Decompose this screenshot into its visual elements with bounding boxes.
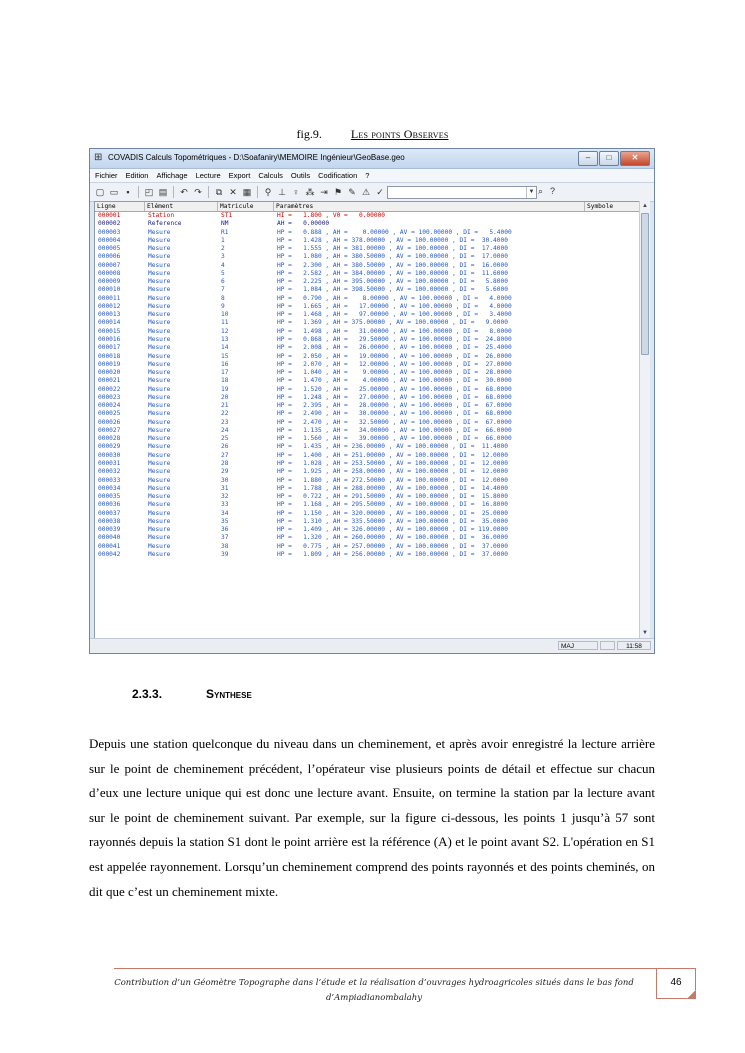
reference-icon[interactable]: ⊥ (278, 187, 286, 197)
cell-element: Mesure (148, 493, 171, 501)
cell-element: Mesure (148, 468, 171, 476)
menu-export[interactable]: Export (228, 171, 251, 180)
cell-ligne: 000015 (98, 327, 121, 335)
cell-matricule: 5 (221, 269, 225, 277)
cell-matricule: NM (221, 220, 229, 228)
cell-ligne: 000041 (98, 542, 121, 550)
cell-matricule: 30 (221, 476, 229, 484)
cell-parametres: HP = 1.560 , AH = 39.00000 , AV = 100.00000 , DI = 66.0000 (277, 435, 512, 443)
cell-parametres: HP = 1.168 , AH = 295.50000 , AV = 100.00000 , DI = 16.8000 (277, 501, 508, 509)
toolbar-separator (257, 186, 258, 198)
status-mode: MAJ (558, 641, 598, 650)
section-heading (132, 687, 252, 701)
table-row[interactable] (95, 493, 642, 501)
cell-element: Mesure (148, 435, 171, 443)
cell-matricule: 6 (221, 278, 225, 286)
cell-element: Mesure (148, 327, 171, 335)
table-row[interactable] (95, 353, 642, 361)
cell-element: Mesure (148, 335, 171, 343)
cell-matricule: 32 (221, 493, 229, 501)
cell-matricule: 1 (221, 236, 225, 244)
cell-parametres: HP = 2.470 , AH = 32.50000 , AV = 100.00000 , DI = 67.0000 (277, 418, 512, 426)
cell-ligne: 000032 (98, 468, 121, 476)
cell-matricule: 22 (221, 410, 229, 418)
cell-ligne: 000011 (98, 294, 121, 302)
cell-matricule: 2 (221, 245, 225, 253)
new-file-icon[interactable]: ▢ (95, 187, 105, 197)
cell-parametres: HP = 2.050 , AH = 19.00000 , AV = 100.00000 , DI = 26.0000 (277, 352, 512, 360)
page-fold (687, 990, 696, 999)
cell-element: Mesure (148, 286, 171, 294)
edit-icon[interactable]: ✎ (348, 187, 356, 197)
cell-matricule: 16 (221, 360, 229, 368)
page-number-box (656, 968, 696, 999)
cell-element: Mesure (148, 526, 171, 534)
body-paragraph: Depuis une station quelconque du niveau dans un cheminement, et après avoir enregistré la lecture arrière sur le point de cheminement précédent, l’opérateur vise plusieurs points de détail et effectue sur chacun d’eux une lecture unique qui est donc une lecture avant. Ensuite, on termine la station par la lecture avant sur le point de cheminement suivant. Par exemple, sur la figure ci-dessous, les points 1 jusqu’à 57 sont rayonnés depuis la station S1 dont le point arrière est la référence (A) et le point avant S2. L'opération en S1 est appelée rayonnement. Lorsqu’un cheminement comprend des points rayonnés et des points cheminés, on dit que c’est un cheminement mixte. (89, 736, 655, 899)
cell-matricule: 14 (221, 344, 229, 352)
figure-number: fig.9. (296, 127, 322, 141)
toolbar-separator (173, 186, 174, 198)
status-time: 11:58 (617, 641, 651, 650)
cell-parametres: HP = 1.135 , AH = 34.00000 , AV = 100.00000 , DI = 66.0000 (277, 426, 512, 434)
paste-icon[interactable]: ▦ (242, 187, 252, 197)
cell-ligne: 000005 (98, 245, 121, 253)
cell-parametres: HP = 1.468 , AH = 97.00000 , AV = 100.00000 , DI = 3.4000 (277, 311, 512, 319)
cell-ligne: 000017 (98, 344, 121, 352)
xyz-icon[interactable]: ⁂ (305, 187, 315, 197)
section-title: Synthese (206, 687, 252, 701)
cell-parametres: HP = 1.880 , AH = 272.50000 , AV = 100.00000 , DI = 12.0000 (277, 476, 508, 484)
cell-matricule: R1 (221, 228, 229, 236)
table-row[interactable] (95, 344, 642, 352)
scroll-thumb[interactable] (641, 213, 649, 355)
help-icon[interactable]: ? (550, 186, 556, 196)
cell-ligne: 000028 (98, 435, 121, 443)
check-icon[interactable]: ✓ (376, 187, 384, 197)
cell-element: Mesure (148, 426, 171, 434)
cell-parametres: HP = 2.008 , AH = 26.00000 , AV = 100.00000 , DI = 25.4000 (277, 344, 512, 352)
table-row[interactable] (95, 361, 642, 369)
table-row[interactable] (95, 419, 642, 427)
cell-ligne: 000006 (98, 253, 121, 261)
col-matricule[interactable]: Matricule (218, 202, 274, 211)
cell-element: Mesure (148, 245, 171, 253)
cell-parametres: HP = 1.470 , AH = 4.00000 , AV = 100.00000 , DI = 30.0000 (277, 377, 512, 385)
cell-parametres: HP = 1.248 , AH = 27.00000 , AV = 100.00000 , DI = 68.0000 (277, 393, 512, 401)
toolbar-separator (138, 186, 139, 198)
cell-matricule: 19 (221, 385, 229, 393)
cell-element: Mesure (148, 534, 171, 542)
cell-parametres: HP = 1.809 , AH = 256.00000 , AV = 100.00000 , DI = 37.0000 (277, 550, 508, 558)
cell-parametres: HP = 1.409 , AH = 326.00000 , AV = 100.00000 , DI = 119.0000 (277, 526, 508, 534)
table-row[interactable] (95, 369, 642, 377)
menu-outils[interactable]: Outils (290, 171, 311, 180)
cell-ligne: 000040 (98, 534, 121, 542)
toolbar (90, 183, 654, 202)
cell-parametres: HP = 1.084 , AH = 398.50000 , AV = 100.00000 , DI = 5.6000 (277, 286, 508, 294)
cell-element: Reference (148, 220, 182, 228)
cell-ligne: 000009 (98, 278, 121, 286)
cell-ligne: 000007 (98, 261, 121, 269)
menu-codification[interactable]: Codification (318, 171, 358, 180)
table-row[interactable] (95, 270, 642, 278)
arrow-icon[interactable]: ⇥ (320, 187, 328, 197)
cell-ligne: 000010 (98, 286, 121, 294)
toolbar-separator (208, 186, 209, 198)
cell-parametres: HP = 2.225 , AH = 395.00000 , AV = 100.00000 , DI = 5.8000 (277, 278, 508, 286)
cell-matricule: 24 (221, 426, 229, 434)
cell-matricule: 10 (221, 311, 229, 319)
table-body (95, 212, 642, 559)
cell-ligne: 000036 (98, 501, 121, 509)
station-icon[interactable]: ⚲ (264, 187, 272, 197)
cell-parametres: HP = 1.665 , AH = 17.00000 , AV = 100.00000 , DI = 4.0000 (277, 302, 512, 310)
menu-fichier[interactable]: Fichier (95, 171, 118, 180)
cell-ligne: 000004 (98, 236, 121, 244)
menu-edition[interactable]: Edition (125, 171, 149, 180)
cell-matricule: 34 (221, 509, 229, 517)
cell-matricule: 3 (221, 253, 225, 261)
cell-ligne: 000021 (98, 377, 121, 385)
cell-matricule: 25 (221, 435, 229, 443)
table-row[interactable] (95, 394, 642, 402)
table-row[interactable] (95, 336, 642, 344)
cell-ligne: 000008 (98, 269, 121, 277)
cell-matricule: 17 (221, 369, 229, 377)
cell-matricule: 21 (221, 402, 229, 410)
cell-matricule: ST1 (221, 212, 233, 219)
cell-element: Mesure (148, 550, 171, 558)
cell-element: Mesure (148, 352, 171, 360)
cell-ligne: 000026 (98, 418, 121, 426)
title-bar (90, 149, 654, 169)
cell-element: Mesure (148, 360, 171, 368)
table-row[interactable] (95, 295, 642, 303)
table-row[interactable] (95, 427, 642, 435)
cell-parametres: HP = 0.868 , AH = 29.50000 , AV = 100.00000 , DI = 24.8000 (277, 335, 512, 343)
open-folder-icon[interactable]: ▭ (109, 187, 119, 197)
measurements-table (94, 201, 643, 640)
cell-matricule: 12 (221, 327, 229, 335)
cell-parametres: HP = 2.395 , AH = 28.00000 , AV = 100.00000 , DI = 67.0000 (277, 402, 512, 410)
cell-matricule: 33 (221, 501, 229, 509)
table-row[interactable] (95, 534, 642, 542)
cell-parametres: HP = 1.028 , AH = 253.50000 , AV = 100.00000 , DI = 12.0000 (277, 459, 508, 467)
cell-parametres: HP = 1.555 , AH = 381.00000 , AV = 100.00000 , DI = 17.4000 (277, 245, 508, 253)
cell-ligne: 000012 (98, 302, 121, 310)
cell-ligne: 000018 (98, 352, 121, 360)
cell-element: Mesure (148, 484, 171, 492)
table-row[interactable] (95, 452, 642, 460)
vertical-scrollbar[interactable] (639, 201, 650, 638)
col-element[interactable]: Elément (145, 202, 218, 211)
table-row[interactable] (95, 543, 642, 551)
cell-element: Mesure (148, 269, 171, 277)
cell-element: Mesure (148, 236, 171, 244)
cell-ligne: 000038 (98, 517, 121, 525)
undo-icon[interactable]: ↶ (180, 187, 188, 197)
cell-parametres: HP = 1.320 , AH = 260.00000 , AV = 100.00000 , DI = 36.0000 (277, 534, 508, 542)
table-row[interactable] (95, 460, 642, 468)
table-row[interactable] (95, 229, 642, 237)
cell-parametres: HP = 2.490 , AH = 30.00000 , AV = 100.00000 , DI = 68.0000 (277, 410, 512, 418)
footer-text (110, 976, 638, 1006)
save-icon[interactable]: ▪ (126, 187, 130, 197)
cell-parametres: HP = 0.775 , AH = 257.00000 , AV = 100.00000 , DI = 37.0000 (277, 542, 508, 550)
cell-element: Mesure (148, 410, 171, 418)
warning-icon[interactable]: ⚠ (361, 187, 371, 197)
section-number: 2.3.3. (132, 687, 163, 701)
cell-parametres: HP = 1.150 , AH = 320.00000 , AV = 100.00000 , DI = 25.0000 (277, 509, 508, 517)
cell-ligne: 000024 (98, 402, 121, 410)
cell-matricule: 4 (221, 261, 225, 269)
table-header (95, 202, 642, 212)
cell-element: Mesure (148, 278, 171, 286)
cell-parametres: HP = 1.369 , AH = 375.00000 , AV = 100.00000 , DI = 9.0000 (277, 319, 508, 327)
cell-element: Station (148, 212, 175, 219)
table-row[interactable] (95, 386, 642, 394)
cell-ligne: 000020 (98, 369, 121, 377)
cell-parametres: HP = 2.582 , AH = 384.00000 , AV = 100.00000 , DI = 11.6000 (277, 269, 508, 277)
table-row[interactable] (95, 526, 642, 534)
app-window (89, 148, 655, 654)
scroll-up-icon[interactable]: ▲ (642, 203, 648, 209)
maximize-icon[interactable]: □ (599, 151, 619, 166)
cell-matricule: 35 (221, 517, 229, 525)
cell-element: Mesure (148, 451, 171, 459)
chevron-down-icon[interactable]: ▼ (526, 187, 536, 198)
cell-ligne: 000001 (98, 212, 121, 219)
delete-icon[interactable]: ✕ (229, 187, 237, 197)
cell-ligne: 000034 (98, 484, 121, 492)
cell-ligne: 000025 (98, 410, 121, 418)
cell-matricule: 11 (221, 319, 229, 327)
table-row[interactable] (95, 278, 642, 286)
cell-parametres: HP = 1.788 , AH = 288.00000 , AV = 100.00000 , DI = 14.4000 (277, 484, 508, 492)
cell-parametres: HP = 2.070 , AH = 12.00000 , AV = 100.00000 , DI = 27.0000 (277, 360, 512, 368)
cell-parametres: HP = 2.300 , AH = 380.50000 , AV = 100.00000 , DI = 16.0000 (277, 261, 508, 269)
table-row[interactable] (95, 311, 642, 319)
cell-parametres: HP = 1.040 , AH = 9.00000 , AV = 100.00000 , DI = 28.0000 (277, 369, 512, 377)
table-row[interactable] (95, 518, 642, 526)
cell-ligne: 000022 (98, 385, 121, 393)
table-row[interactable] (95, 510, 642, 518)
window-controls (578, 151, 650, 166)
cell-ligne: 000013 (98, 311, 121, 319)
cell-parametres: HP = 0.790 , AH = 8.00000 , AV = 100.00000 , DI = 4.0000 (277, 294, 512, 302)
cell-parametres: HP = 1.520 , AH = 25.00000 , AV = 100.00000 , DI = 68.0000 (277, 385, 512, 393)
cell-ligne: 000031 (98, 459, 121, 467)
footer-rule (114, 968, 656, 969)
table-row[interactable] (95, 319, 642, 327)
cell-element: Mesure (148, 517, 171, 525)
table-row[interactable] (95, 212, 642, 220)
cell-ligne: 000029 (98, 443, 121, 451)
cell-matricule: 27 (221, 451, 229, 459)
cell-element: Mesure (148, 261, 171, 269)
cell-ligne: 000039 (98, 526, 121, 534)
cell-element: Mesure (148, 393, 171, 401)
cell-matricule: 15 (221, 352, 229, 360)
cell-element: Mesure (148, 319, 171, 327)
cell-parametres: HP = 0.722 , AH = 291.50000 , AV = 100.00000 , DI = 15.8000 (277, 493, 508, 501)
copy-icon[interactable]: ⧉ (215, 187, 223, 197)
cell-ligne: 000002 (98, 220, 121, 228)
scroll-down-icon[interactable]: ▼ (642, 630, 648, 636)
cell-matricule: 36 (221, 526, 229, 534)
cell-matricule: 37 (221, 534, 229, 542)
table-row[interactable] (95, 253, 642, 261)
table-row[interactable] (95, 286, 642, 294)
cell-parametres: HP = 0.888 , AH = 0.00000 , AV = 100.00000 , DI = 5.4000 (277, 228, 512, 236)
cell-matricule: 13 (221, 335, 229, 343)
table-row[interactable] (95, 220, 642, 228)
print-preview-icon[interactable]: ◰ (144, 187, 154, 197)
cell-element: Mesure (148, 542, 171, 550)
col-parametres[interactable]: Paramètres (274, 202, 585, 211)
cell-parametres: HI = 1.800 , V0 = 0.00000 (277, 212, 386, 219)
cell-element: Mesure (148, 311, 171, 319)
cell-parametres: HP = 1.498 , AH = 31.00000 , AV = 100.00000 , DI = 8.0000 (277, 327, 512, 335)
cell-parametres: HP = 1.400 , AH = 251.00000 , AV = 100.00000 , DI = 12.0000 (277, 451, 508, 459)
cell-ligne: 000027 (98, 426, 121, 434)
cell-matricule: 8 (221, 294, 225, 302)
cell-matricule: 38 (221, 542, 229, 550)
cell-element: Mesure (148, 459, 171, 467)
cell-ligne: 000023 (98, 393, 121, 401)
table-row[interactable] (95, 410, 642, 418)
cell-ligne: 000033 (98, 476, 121, 484)
cell-element: Mesure (148, 369, 171, 377)
cell-element: Mesure (148, 228, 171, 236)
cell-element: Mesure (148, 402, 171, 410)
app-icon: ⊞ (94, 152, 103, 163)
cell-element: Mesure (148, 501, 171, 509)
cell-matricule: 31 (221, 484, 229, 492)
footer-line-1: Contribution d’un Géomètre Topographe dans l’étude et la réalisation d’ouvrages hydroagricoles situés dans le bas fond (114, 978, 634, 988)
cell-element: Mesure (148, 509, 171, 517)
cell-ligne: 000016 (98, 335, 121, 343)
menu-lecture[interactable]: Lecture (195, 171, 221, 180)
status-empty (600, 641, 615, 650)
table-row[interactable] (95, 303, 642, 311)
cell-element: Mesure (148, 418, 171, 426)
table-row[interactable] (95, 328, 642, 336)
cell-parametres: HP = 1.435 , AH = 236.00000 , AV = 100.00000 , DI = 11.4000 (277, 443, 508, 451)
cell-ligne: 000037 (98, 509, 121, 517)
col-symbole[interactable]: Symbole (585, 202, 642, 211)
menu-affichage[interactable]: Affichage (156, 171, 188, 180)
table-row[interactable] (95, 443, 642, 451)
close-icon[interactable]: ✕ (620, 151, 650, 166)
figure-title: Les points Observes (350, 127, 449, 141)
table-row[interactable] (95, 402, 642, 410)
figure-caption (0, 127, 745, 142)
cell-element: Mesure (148, 253, 171, 261)
table-row[interactable] (95, 237, 642, 245)
flag-icon[interactable]: ⚑ (333, 187, 343, 197)
table-row[interactable] (95, 501, 642, 509)
cell-ligne: 000003 (98, 228, 121, 236)
cell-matricule: 18 (221, 377, 229, 385)
table-row[interactable] (95, 485, 642, 493)
code-combo[interactable] (387, 186, 537, 199)
cell-matricule: 7 (221, 286, 225, 294)
cell-ligne: 000030 (98, 451, 121, 459)
cell-parametres: HP = 1.310 , AH = 335.50000 , AV = 100.00000 , DI = 35.0000 (277, 517, 508, 525)
page-number: 46 (670, 977, 682, 988)
cell-matricule: 39 (221, 550, 229, 558)
cell-element: Mesure (148, 385, 171, 393)
cell-ligne: 000035 (98, 493, 121, 501)
cell-parametres: HP = 1.925 , AH = 258.00000 , AV = 100.00000 , DI = 12.0000 (277, 468, 508, 476)
point-icon[interactable]: ♀ (292, 187, 300, 197)
table-row[interactable] (95, 477, 642, 485)
print-icon[interactable]: ▤ (158, 187, 168, 197)
table-row[interactable] (95, 245, 642, 253)
cell-element: Mesure (148, 443, 171, 451)
cell-parametres: AH = 0.00000 (277, 220, 330, 228)
cell-element: Mesure (148, 294, 171, 302)
cell-ligne: 000019 (98, 360, 121, 368)
footer-line-2: d’Ampiadianombalahy (325, 993, 423, 1003)
cell-matricule: 9 (221, 302, 225, 310)
cell-parametres: HP = 1.428 , AH = 378.00000 , AV = 100.00000 , DI = 30.4000 (277, 236, 508, 244)
cell-element: Mesure (148, 344, 171, 352)
cell-ligne: 000042 (98, 550, 121, 558)
cell-matricule: 20 (221, 393, 229, 401)
menu-help[interactable]: ? (365, 171, 370, 180)
binoculars-icon[interactable]: ⌕ (538, 186, 544, 196)
table-row[interactable] (95, 468, 642, 476)
cell-element: Mesure (148, 377, 171, 385)
redo-icon[interactable]: ↷ (194, 187, 202, 197)
table-row[interactable] (95, 435, 642, 443)
cell-matricule: 23 (221, 418, 229, 426)
window-title: COVADIS Calculs Topométriques - D:\Soafaniry\MEMOIRE Ingénieur\GeoBase.geo (108, 153, 405, 162)
cell-matricule: 29 (221, 468, 229, 476)
cell-element: Mesure (148, 476, 171, 484)
status-bar (90, 638, 654, 653)
cell-matricule: 26 (221, 443, 229, 451)
menu-calculs[interactable]: Calculs (258, 171, 283, 180)
table-row[interactable] (95, 262, 642, 270)
cell-parametres: HP = 1.080 , AH = 380.50000 , AV = 100.00000 , DI = 17.0000 (277, 253, 508, 261)
table-row[interactable] (95, 551, 642, 559)
col-ligne[interactable]: Ligne (95, 202, 145, 211)
menu-bar (90, 169, 654, 183)
cell-element: Mesure (148, 302, 171, 310)
table-row[interactable] (95, 377, 642, 385)
cell-matricule: 28 (221, 459, 229, 467)
minimize-icon[interactable]: – (578, 151, 598, 166)
cell-ligne: 000014 (98, 319, 121, 327)
